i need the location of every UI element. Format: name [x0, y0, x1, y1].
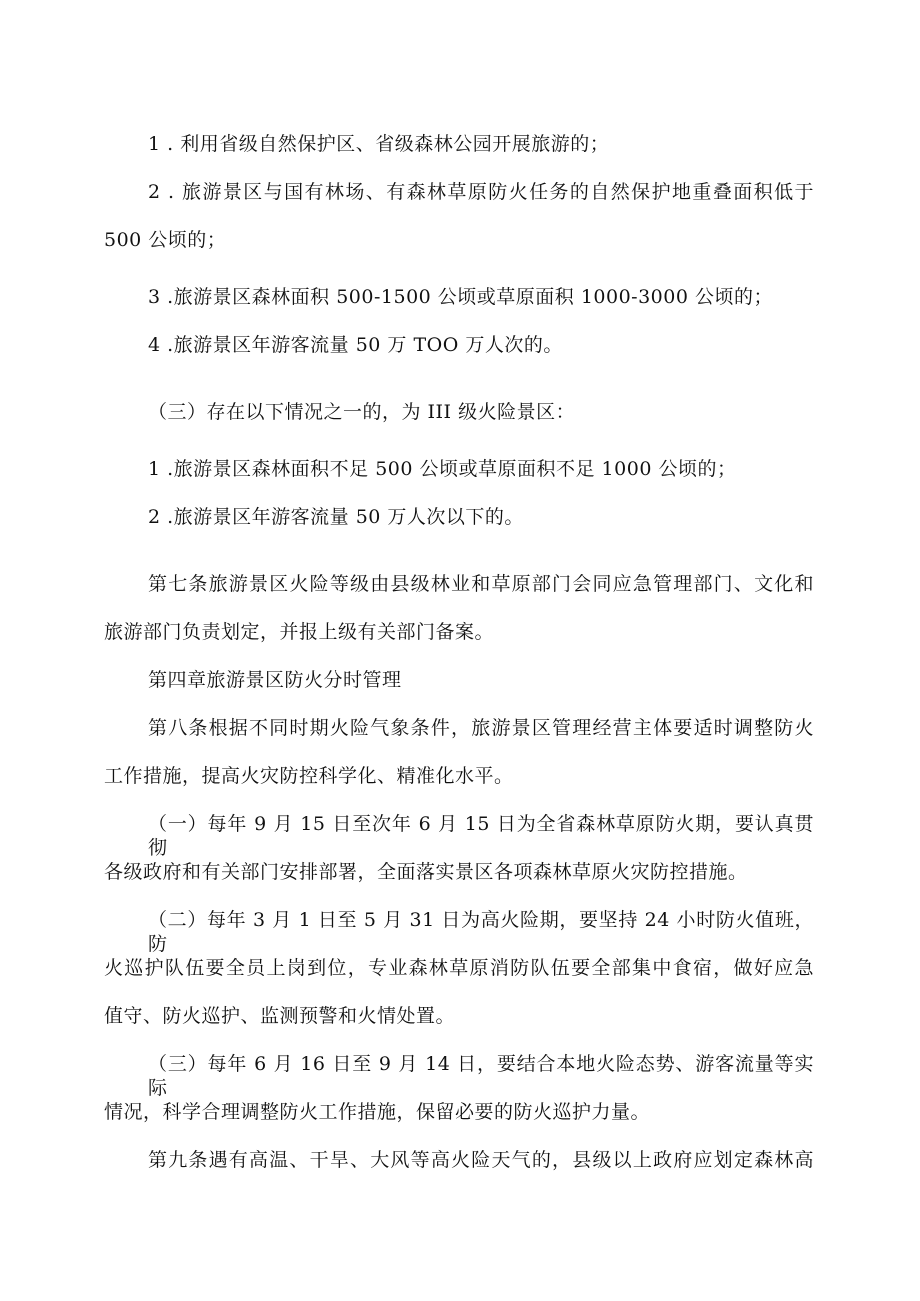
text-line: （二）每年 3 月 1 日至 5 月 31 日为高火险期，要坚持 24 小时防火值班，防 — [148, 909, 814, 955]
text-line: 1 . 利用省级自然保护区、省级森林公园开展旅游的； — [148, 133, 610, 155]
text-line: 值守、防火巡护、监测预警和火情处置。 — [104, 1005, 456, 1027]
text-line: 情况，科学合理调整防火工作措施，保留必要的防火巡护力量。 — [104, 1101, 651, 1123]
text-line: 2 .旅游景区年游客流量 50 万人次以下的。 — [148, 506, 524, 528]
text-line: 第七条旅游景区火险等级由县级林业和草原部门会同应急管理部门、文化和 — [148, 573, 814, 595]
text-line: 工作措施，提高火灾防控科学化、精准化水平。 — [104, 765, 514, 787]
text-line: 火巡护队伍要全员上岗到位，专业森林草原消防队伍要全部集中食宿，做好应急 — [104, 957, 814, 979]
text-line: （三）存在以下情况之一的，为 III 级火险景区： — [148, 401, 576, 423]
text-line: 第九条遇有高温、干旱、大风等高火险天气的，县级以上政府应划定森林高 — [148, 1149, 814, 1171]
text-line: 各级政府和有关部门安排部署，全面落实景区各项森林草原火灾防控措施。 — [104, 861, 748, 883]
text-line: 3 .旅游景区森林面积 500-1500 公顷或草原面积 1000-3000 公顷的； — [148, 286, 773, 308]
text-line: 旅游部门负责划定，并报上级有关部门备案。 — [104, 621, 495, 643]
text-line: （一）每年 9 月 15 日至次年 6 月 15 日为全省森林草原防火期，要认真贯彻 — [148, 813, 814, 859]
text-line: 2 . 旅游景区与国有林场、有森林草原防火任务的自然保护地重叠面积低于 — [148, 181, 814, 203]
text-line: 第八条根据不同时期火险气象条件，旅游景区管理经营主体要适时调整防火 — [148, 717, 814, 739]
text-line: 500 公顷的； — [104, 229, 227, 251]
text-line: （三）每年 6 月 16 日至 9 月 14 日，要结合本地火险态势、游客流量等实际 — [148, 1053, 814, 1099]
text-line: 1 .旅游景区森林面积不足 500 公顷或草原面积不足 1000 公顷的； — [148, 458, 737, 480]
text-line: 4 .旅游景区年游客流量 50 万 TOO 万人次的。 — [148, 334, 563, 356]
section-heading: 第四章旅游景区防火分时管理 — [148, 669, 402, 691]
